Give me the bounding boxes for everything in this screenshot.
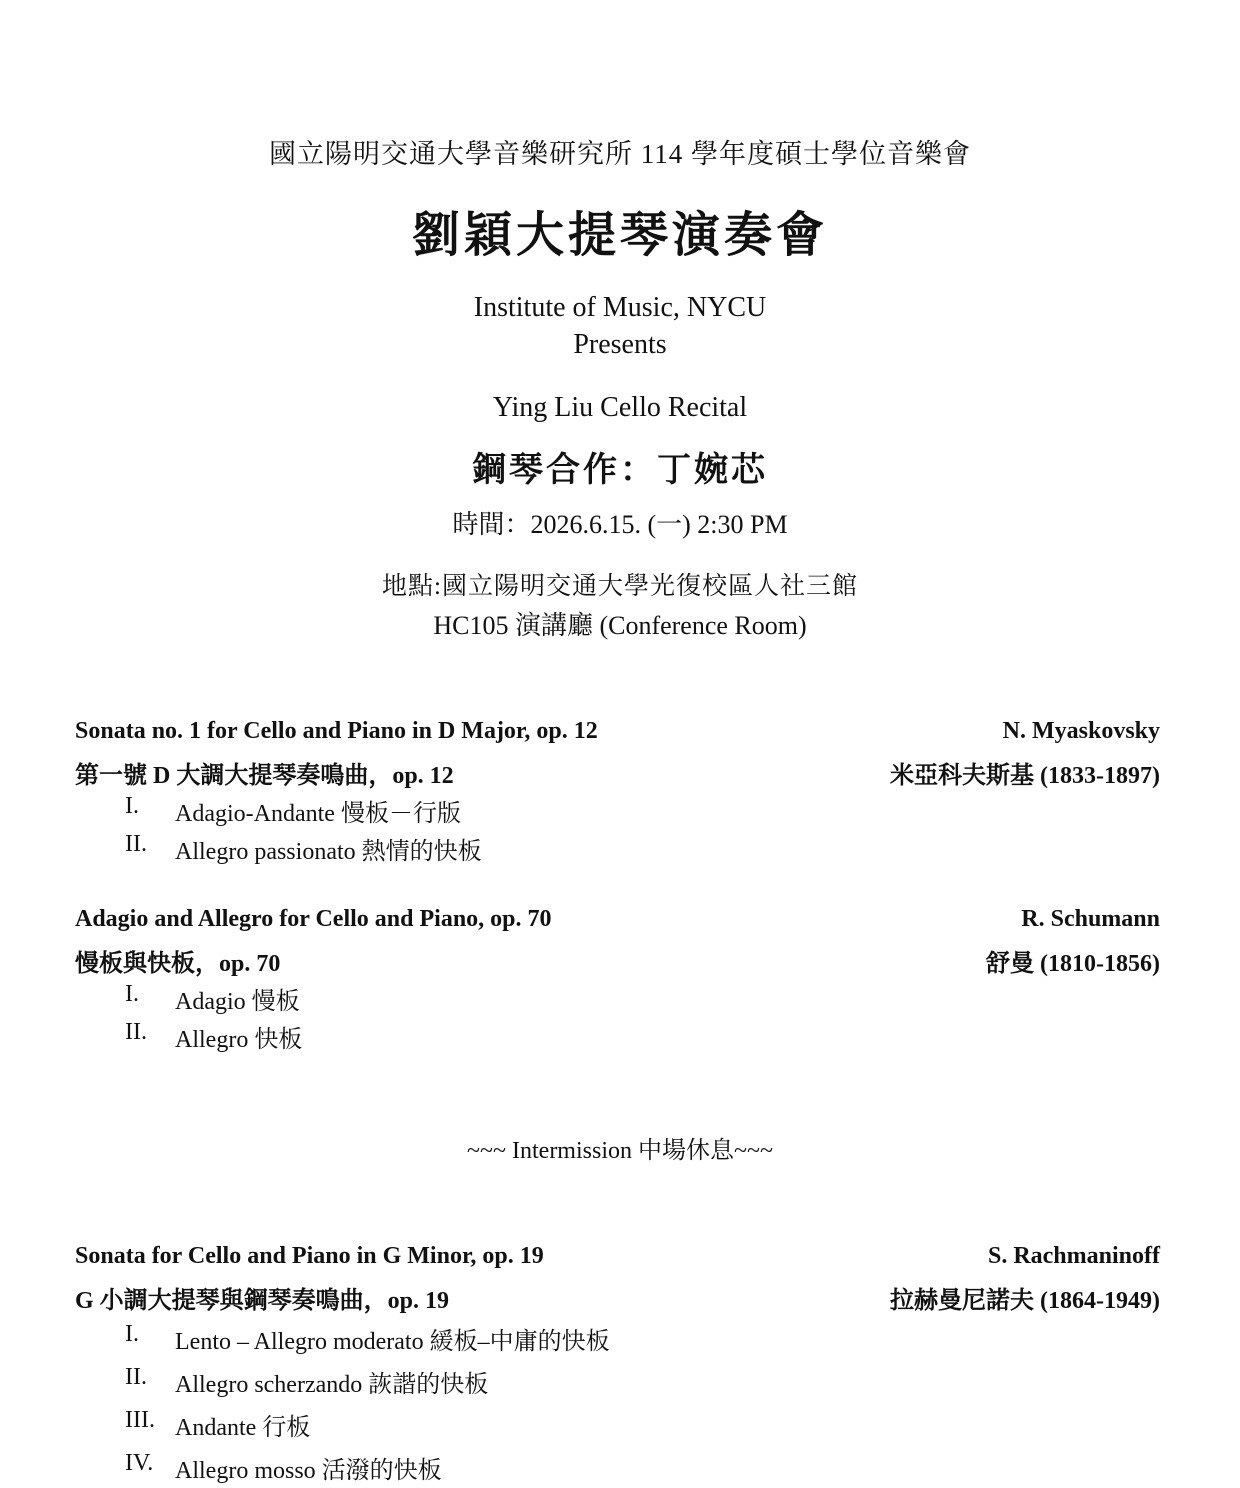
movement-title: Andante 行板 bbox=[175, 1415, 311, 1441]
composer-name-en: S. Rachmaninoff bbox=[987, 1243, 1160, 1269]
movement-number: I. bbox=[125, 1321, 139, 1347]
movement-number: II. bbox=[125, 1019, 147, 1045]
venue-room: HC105 演講廳 (Conference Room) bbox=[433, 611, 807, 640]
venue-location: 地點:國立陽明交通大學光復校區人社三館 bbox=[382, 573, 858, 600]
movement-title: Lento – Allegro moderato 緩板–中庸的快板 bbox=[175, 1329, 610, 1355]
piece-header-en bbox=[75, 1243, 1160, 1277]
piece-title-zh: 第一號 D 大調大提琴奏鳴曲，op. 12 bbox=[75, 763, 454, 789]
piece-header-zh bbox=[75, 1280, 1160, 1314]
piece-header-en bbox=[75, 718, 1160, 752]
movement-number: III. bbox=[125, 1407, 155, 1433]
movement-title: Allegro mosso 活潑的快板 bbox=[175, 1458, 442, 1484]
institute-name: Institute of Music, NYCU bbox=[473, 292, 767, 323]
piece-header-en bbox=[75, 906, 1160, 940]
composer-name-zh: 拉赫曼尼諾夫 (1864-1949) bbox=[890, 1288, 1160, 1314]
concert-title: 劉穎大提琴演奏會 bbox=[411, 209, 828, 262]
piece-title-zh: 慢板與快板，op. 70 bbox=[75, 951, 281, 977]
recital-title-en: Ying Liu Cello Recital bbox=[492, 392, 748, 423]
composer-name-en: N. Myaskovsky bbox=[1002, 718, 1160, 744]
piece-header-zh bbox=[75, 943, 1160, 977]
composer-name-en: R. Schumann bbox=[1021, 906, 1160, 932]
movement-title: Adagio 慢板 bbox=[175, 989, 300, 1015]
movement-title: Allegro 快板 bbox=[175, 1027, 303, 1053]
composer-name-zh: 米亞科夫斯基 (1833-1897) bbox=[890, 763, 1160, 789]
movement-title: Adagio-Andante 慢板－行版 bbox=[175, 801, 461, 827]
concert-time: 時間：2026.6.15. (一) 2:30 PM bbox=[452, 510, 788, 539]
movement-number: IV. bbox=[125, 1450, 154, 1476]
piece-title-en: Sonata no. 1 for Cello and Piano in D Major, op. 12 bbox=[75, 718, 598, 744]
movement-title: Allegro scherzando 詼諧的快板 bbox=[175, 1372, 489, 1398]
concert-subtitle: 國立陽明交通大學音樂研究所 114 學年度碩士學位音樂會 bbox=[269, 139, 971, 169]
movement-number: I. bbox=[125, 793, 139, 819]
piece-title-zh: G 小調大提琴與鋼琴奏鳴曲，op. 19 bbox=[75, 1288, 450, 1314]
piece-header-zh bbox=[75, 755, 1160, 789]
pianist-credit: 鋼琴合作：丁婉芯 bbox=[472, 452, 768, 489]
piece-title-en: Adagio and Allegro for Cello and Piano, op. 70 bbox=[75, 906, 552, 932]
presents-text: Presents bbox=[573, 329, 667, 360]
movement-title: Allegro passionato 熱情的快板 bbox=[175, 839, 482, 865]
movement-number: II. bbox=[125, 1364, 147, 1390]
movement-number: I. bbox=[125, 981, 139, 1007]
intermission-notice: ~~~ Intermission 中場休息~~~ bbox=[467, 1138, 773, 1164]
composer-name-zh: 舒曼 (1810-1856) bbox=[986, 951, 1160, 977]
piece-title-en: Sonata for Cello and Piano in G Minor, op. 19 bbox=[75, 1243, 544, 1269]
movement-number: II. bbox=[125, 831, 147, 857]
